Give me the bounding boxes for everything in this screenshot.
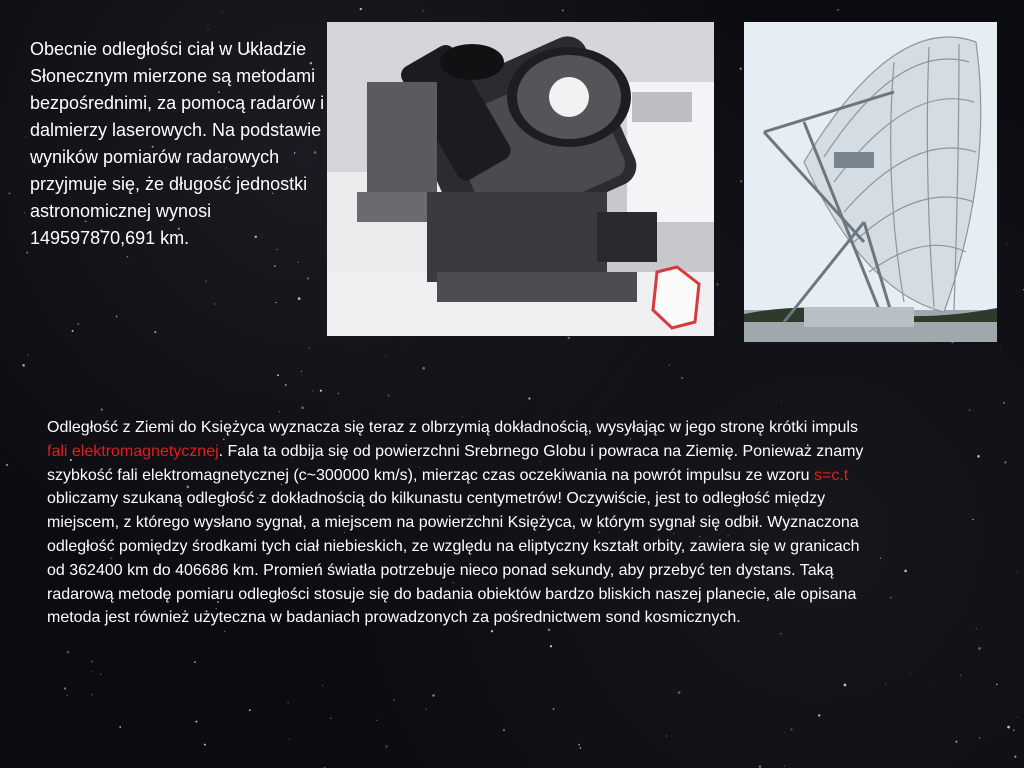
highlight-formula: s=c.t xyxy=(813,466,849,484)
star xyxy=(580,747,581,748)
star xyxy=(422,10,423,11)
star xyxy=(977,455,980,458)
star xyxy=(387,395,389,397)
star xyxy=(67,651,70,654)
star xyxy=(393,699,394,700)
star xyxy=(385,355,386,356)
star xyxy=(1006,243,1007,244)
star xyxy=(890,597,891,598)
star xyxy=(930,682,931,683)
star xyxy=(678,691,681,694)
star xyxy=(784,732,785,733)
star xyxy=(26,252,28,254)
star xyxy=(9,193,11,195)
star xyxy=(1013,730,1015,732)
radar-dish-photo xyxy=(744,22,997,342)
star xyxy=(91,694,93,696)
star xyxy=(550,645,552,647)
star xyxy=(759,765,761,767)
star xyxy=(955,741,957,743)
star xyxy=(790,728,793,731)
star xyxy=(277,374,279,376)
main-paragraph xyxy=(47,416,872,630)
star xyxy=(275,302,276,303)
star xyxy=(740,68,742,70)
star xyxy=(6,464,8,466)
star xyxy=(64,687,66,689)
star xyxy=(568,337,570,339)
star xyxy=(976,628,977,629)
star xyxy=(1007,726,1010,729)
star xyxy=(422,367,425,370)
star xyxy=(24,212,25,213)
star xyxy=(979,737,980,738)
star xyxy=(491,630,493,632)
star xyxy=(91,660,93,662)
star xyxy=(194,661,196,663)
star xyxy=(837,9,839,11)
star xyxy=(666,736,667,737)
laser-telescope-photo xyxy=(327,22,714,336)
star xyxy=(528,397,530,399)
star xyxy=(578,744,580,746)
star xyxy=(716,283,718,285)
star xyxy=(1003,402,1005,404)
star xyxy=(28,355,29,356)
star xyxy=(562,9,564,11)
star xyxy=(740,180,742,182)
star xyxy=(214,303,216,305)
star xyxy=(91,671,92,672)
star xyxy=(301,371,302,372)
star xyxy=(116,316,118,318)
star xyxy=(910,673,911,674)
paragraph-text-2: . Fala ta odbija się od powierzchni Srebrnego Globu i powraca na Ziemię. Ponieważ znamy szybkość fali elektromagnetycznej (c~300000 km/s), mierząc czas oczekiwania na powrót impulsu ze wzoru xyxy=(47,442,864,484)
star xyxy=(972,519,974,521)
star xyxy=(818,714,820,716)
star xyxy=(222,12,223,13)
star xyxy=(297,262,298,263)
star xyxy=(274,265,276,267)
star xyxy=(298,297,301,300)
star xyxy=(312,390,313,391)
star xyxy=(330,717,332,719)
star xyxy=(511,382,512,383)
star xyxy=(154,331,156,333)
star xyxy=(289,739,290,740)
star xyxy=(287,702,289,704)
star xyxy=(432,694,434,696)
star xyxy=(996,684,998,686)
star xyxy=(780,633,782,635)
star xyxy=(978,647,981,650)
star xyxy=(553,708,555,710)
star xyxy=(279,411,280,412)
star xyxy=(784,766,785,767)
star xyxy=(119,726,121,728)
star xyxy=(1000,350,1001,351)
star xyxy=(195,721,197,723)
star xyxy=(309,348,310,349)
star xyxy=(503,729,505,731)
star xyxy=(1014,756,1016,758)
star xyxy=(880,558,882,560)
star xyxy=(1004,461,1006,463)
star xyxy=(322,685,323,686)
paragraph-text-1: Odległość z Ziemi do Księżyca wyznacza się teraz z olbrzymią dokładnością, wysyłając w jego stronę krótki impuls xyxy=(47,419,858,436)
star xyxy=(1016,571,1017,572)
paragraph-text-3: obliczamy szukaną odległość z dokładnością do kilkunastu centymetrów! Oczywiście, jest to odległość między miejscem, z którego wysłano sygnał, a miejscem na powierzchni Księżyca, w którym sygnał się odbił. Wyznaczona odległość pomiędzy środkami tych ciał niebieskich, ze względu na eliptyczny kształt orbity, zawiera się w granicach od 362400 km do 406686 km. Promień światła potrzebuje nieco ponad sekundy, aby przebyć ten dystans. Taką radarową metodę pomiaru odległości stosuje się do badania obiektów bardzo bliskich naszej planecie, ale opisana metoda jest również użyteczna w badaniach prowadzonych za pośrednictwem sond kosmicznych. xyxy=(47,490,860,627)
star xyxy=(249,709,251,711)
star xyxy=(205,280,207,282)
star xyxy=(204,744,206,746)
star xyxy=(77,323,79,325)
star xyxy=(681,377,683,379)
star xyxy=(360,8,362,10)
star xyxy=(781,402,782,403)
star xyxy=(301,406,304,409)
star xyxy=(307,278,309,280)
star xyxy=(960,675,962,677)
star xyxy=(100,674,101,675)
star xyxy=(844,684,847,687)
star xyxy=(669,365,670,366)
star xyxy=(285,384,287,386)
star xyxy=(338,393,339,394)
star xyxy=(1017,717,1018,718)
star xyxy=(385,745,388,748)
star xyxy=(320,390,322,392)
star xyxy=(208,29,209,30)
star xyxy=(885,683,886,684)
star xyxy=(224,631,225,632)
star xyxy=(969,409,971,411)
star xyxy=(22,364,25,367)
star xyxy=(127,256,129,258)
star xyxy=(376,720,377,721)
star xyxy=(67,695,68,696)
star xyxy=(425,708,427,710)
intro-paragraph: Obecnie odległości ciał w Układzie Słonecznym mierzone są metodami bezpośrednimi, za pomocą radarów i dalmierzy laserowych. Na podstawie wyników pomiarów radarowych przyjmuje się, że długość jednostki astronomicznej wynosi 149597870,691 km. xyxy=(30,39,325,248)
star xyxy=(25,136,26,137)
star xyxy=(719,324,720,325)
star xyxy=(904,570,907,573)
star xyxy=(101,409,103,411)
highlight-em-wave: fali elektromagnetycznej xyxy=(47,442,219,460)
star xyxy=(72,330,74,332)
